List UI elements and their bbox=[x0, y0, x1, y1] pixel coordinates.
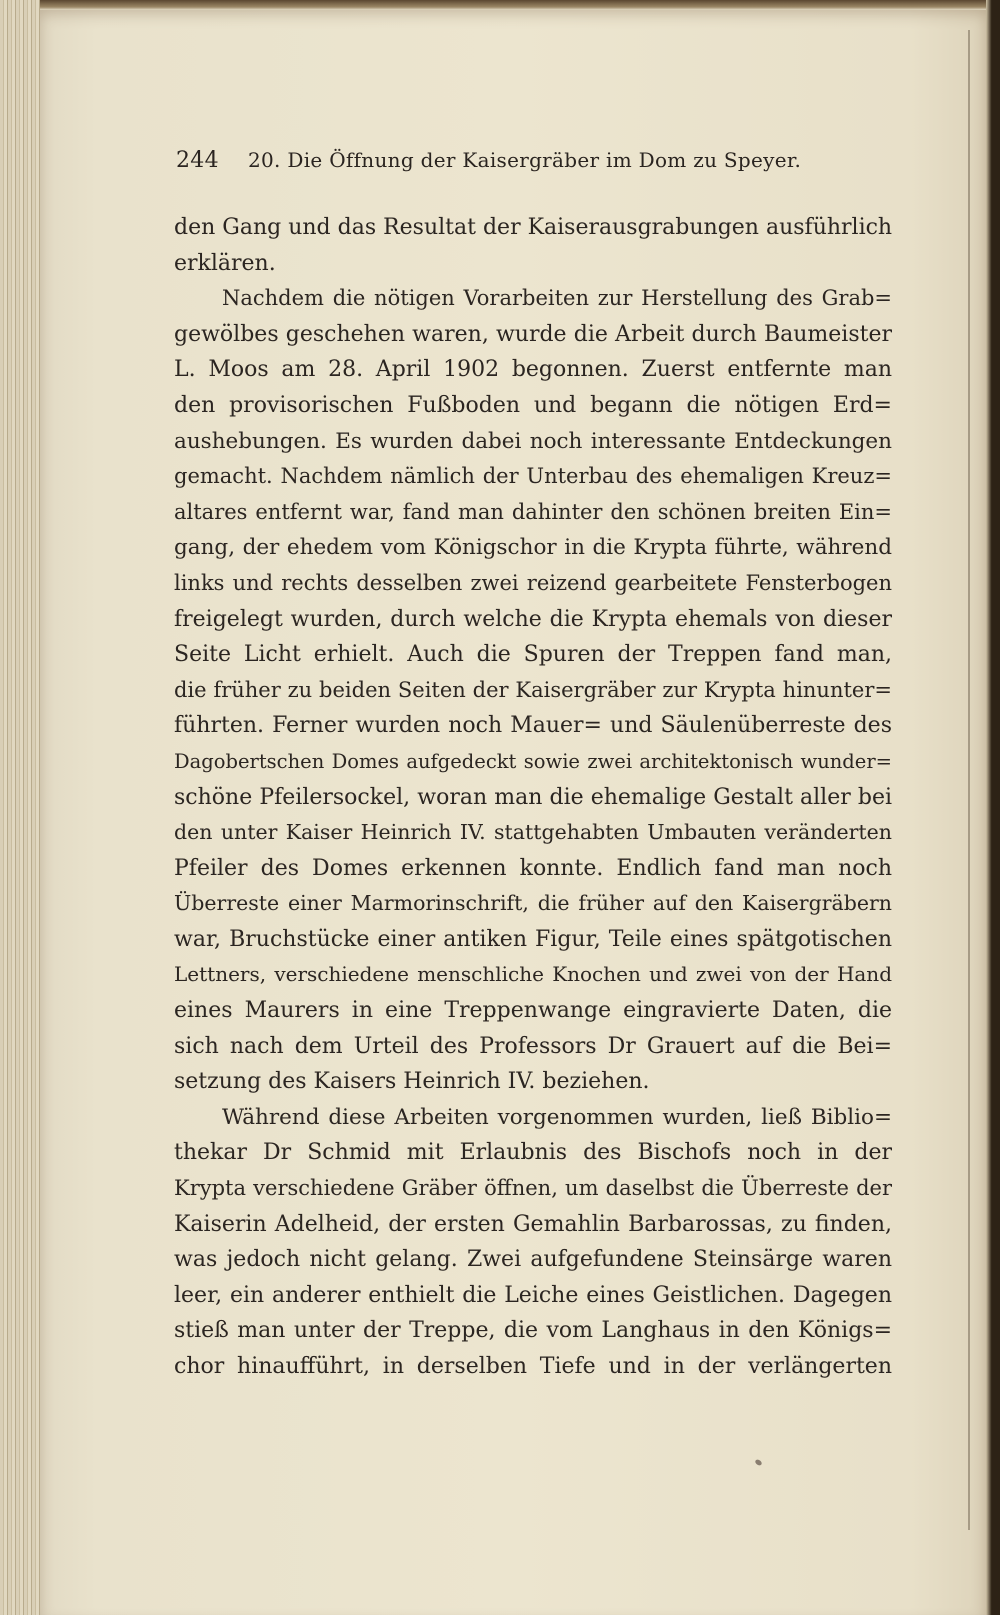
text-line: gang, der ehedem vom Königschor in die Krypta führte, während bbox=[174, 535, 892, 561]
text-line: Krypta verschiedene Gräber öffnen, um daselbst die Überreste der bbox=[174, 1176, 892, 1201]
text-line: was jedoch nicht gelang. Zwei aufgefundene Steinsärge waren bbox=[174, 1247, 892, 1273]
text-line: gemacht. Nachdem nämlich der Unterbau des ehemaligen Kreuz= bbox=[174, 464, 892, 489]
text-line: eines Maurers in eine Treppenwange eingravierte Daten, die bbox=[174, 998, 892, 1024]
book-binding-edge bbox=[0, 0, 44, 1615]
text-line: Pfeiler des Domes erkennen konnte. Endlich fand man noch bbox=[174, 855, 892, 881]
text-line: Seite Licht erhielt. Auch die Spuren der Treppen fand man, bbox=[174, 642, 892, 668]
text-line: stieß man unter der Treppe, die vom Langhaus in den Königs= bbox=[174, 1318, 892, 1344]
text-line: erklären. bbox=[174, 250, 276, 276]
text-line: leer, ein anderer enthielt die Leiche eines Geistlichen. Dagegen bbox=[174, 1282, 892, 1308]
text-line: gewölbes geschehen waren, wurde die Arbeit durch Baumeister bbox=[174, 321, 892, 347]
text-line: setzung des Kaisers Heinrich IV. beziehen. bbox=[174, 1069, 650, 1095]
book-right-edge bbox=[986, 0, 1000, 1615]
page-number: 244 bbox=[176, 148, 219, 173]
running-title: 20. Die Öffnung der Kaisergräber im Dom zu Speyer. bbox=[248, 148, 802, 172]
page-top-edge bbox=[40, 0, 1000, 10]
text-line: Überreste einer Marmorinschrift, die früher auf den Kaisergräbern bbox=[174, 891, 892, 916]
text-line: Lettners, verschiedene menschliche Knochen und zwei von der Hand bbox=[174, 962, 892, 987]
body-text bbox=[174, 210, 892, 1385]
text-line: Dagobertschen Domes aufgedeckt sowie zwei architektonisch wunder= bbox=[174, 749, 892, 773]
text-line: führten. Ferner wurden noch Mauer= und Säulenüberreste des bbox=[174, 713, 892, 739]
text-line: den provisorischen Fußboden und begann die nötigen Erd= bbox=[174, 392, 892, 418]
text-line: aushebungen. Es wurden dabei noch interessante Entdeckungen bbox=[174, 428, 892, 454]
text-line: die früher zu beiden Seiten der Kaisergräber zur Krypta hinunter= bbox=[174, 677, 892, 702]
text-line: thekar Dr Schmid mit Erlaubnis des Bischofs noch in der bbox=[174, 1140, 892, 1166]
text-line: Kaiserin Adelheid, der ersten Gemahlin Barbarossas, zu finden, bbox=[174, 1211, 892, 1237]
text-line: den Gang und das Resultat der Kaiserausgrabungen ausführlich bbox=[174, 215, 892, 240]
text-line: Während diese Arbeiten vorgenommen wurden, ließ Biblio= bbox=[222, 1104, 892, 1130]
text-line: L. Moos am 28. April 1902 begonnen. Zuerst entfernte man bbox=[174, 357, 892, 383]
text-line: altares entfernt war, fand man dahinter den schönen breiten Ein= bbox=[174, 499, 892, 524]
text-line: freigelegt wurden, durch welche die Krypta ehemals von dieser bbox=[174, 606, 892, 632]
page-fold-line bbox=[968, 30, 970, 1530]
text-line: Nachdem die nötigen Vorarbeiten zur Herstellung des Grab= bbox=[222, 286, 892, 311]
text-line: war, Bruchstücke einer antiken Figur, Teile eines spätgotischen bbox=[174, 926, 892, 952]
text-line: links und rechts desselben zwei reizend gearbeitete Fensterbogen bbox=[174, 570, 892, 595]
text-line: sich nach dem Urteil des Professors Dr Grauert auf die Bei= bbox=[174, 1033, 892, 1059]
text-line: chor hinaufführt, in derselben Tiefe und in der verlängerten bbox=[174, 1354, 892, 1379]
text-line: schöne Pfeilersockel, woran man die ehemalige Gestalt aller bei bbox=[174, 784, 892, 810]
text-line: den unter Kaiser Heinrich IV. stattgehabten Umbauten veränderten bbox=[174, 820, 892, 845]
running-header bbox=[176, 148, 936, 184]
